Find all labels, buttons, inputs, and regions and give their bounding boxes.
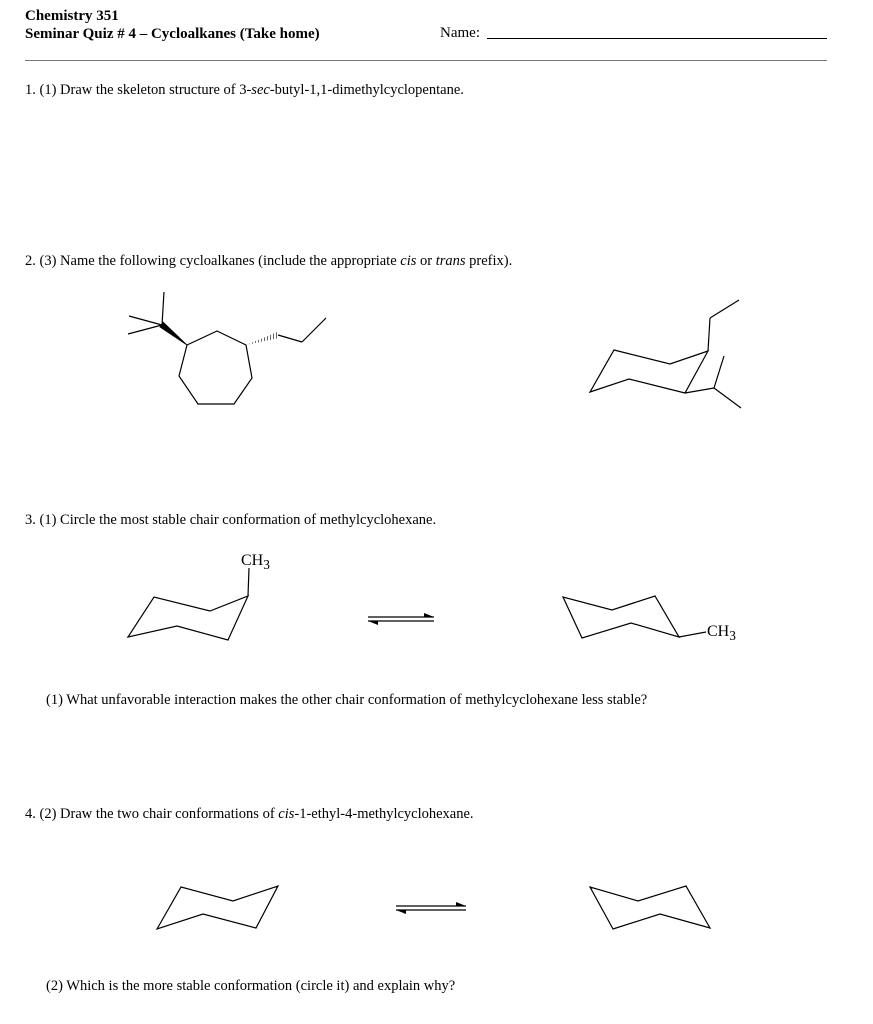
question-4-followup: (2) Which is the more stable conformation (circle it) and explain why? xyxy=(46,978,456,994)
methylcyclohexane-equatorial xyxy=(563,596,706,638)
question-2-or: or xyxy=(416,253,436,269)
axial-propyl-bond-1 xyxy=(708,318,710,351)
quiz-title: Seminar Quiz # 4 – Cycloalkanes (Take home) xyxy=(25,26,320,42)
ch3-equatorial-subscript: 3 xyxy=(729,628,736,644)
axial-propyl-bond-2 xyxy=(710,300,739,318)
hashed-bond xyxy=(246,332,279,345)
q4-chair-left xyxy=(157,886,278,929)
reverse-arrowhead xyxy=(368,621,378,625)
q4-forward-arrowhead xyxy=(456,902,466,906)
tbutyl-methyl-left xyxy=(129,316,162,325)
equilibrium-arrows-q3 xyxy=(368,613,434,625)
substituted-chair-structure xyxy=(590,300,741,408)
name-label: Name: xyxy=(440,25,480,41)
question-4-italic: cis xyxy=(278,806,295,822)
q4-reverse-arrowhead xyxy=(396,910,406,914)
ch3-axial-text: CH xyxy=(241,552,264,569)
equatorial-methyl-bond xyxy=(679,632,706,637)
question-2-suffix: prefix). xyxy=(465,253,513,269)
chair-equatorial-ring xyxy=(563,596,679,638)
ch3-label-axial xyxy=(241,552,270,573)
equilibrium-arrows-q4 xyxy=(396,902,466,914)
question-1-end: -butyl-1,1-dimethylcyclopentane. xyxy=(269,82,464,98)
wedge-bond xyxy=(160,322,187,345)
q4-chair-right-ring xyxy=(590,886,710,929)
question-2-cis: cis xyxy=(400,253,417,269)
isopropyl-bond xyxy=(685,388,714,393)
question-2-prefix: 2. (3) Name the following cycloalkanes (include the appropriate xyxy=(25,253,401,269)
question-4-suffix: -1-ethyl-4-methylcyclohexane. xyxy=(294,806,474,822)
ch3-equatorial-text: CH xyxy=(707,623,730,640)
question-4-prefix: 4. (2) Draw the two chair conformations of xyxy=(25,806,279,822)
isopropyl-methyl-down xyxy=(714,388,741,408)
ch3-axial-subscript: 3 xyxy=(263,557,270,573)
cycloheptane-ring xyxy=(179,331,252,404)
question-2-trans: trans xyxy=(435,253,466,269)
propyl-bond-2 xyxy=(302,318,326,342)
q4-chair-left-ring xyxy=(157,886,278,929)
cycloheptane-structure xyxy=(128,292,326,404)
chair-ring xyxy=(590,350,708,393)
tbutyl-methyl-bottom xyxy=(128,325,162,334)
propyl-bond-1 xyxy=(278,335,302,342)
question-3-followup: (1) What unfavorable interaction makes the other chair conformation of methylcyclohexane less stable? xyxy=(46,692,648,708)
chair-axial-ring xyxy=(128,596,248,640)
question-1-start: 1. (1) Draw the skeleton structure of 3- xyxy=(25,82,252,98)
tbutyl-methyl-top xyxy=(162,292,164,325)
q4-chair-right xyxy=(590,886,710,929)
course-title: Chemistry 351 xyxy=(25,8,119,24)
forward-arrowhead xyxy=(424,613,434,617)
question-1-italic: sec xyxy=(251,82,270,98)
ch3-label-equatorial xyxy=(707,623,736,644)
methylcyclohexane-axial xyxy=(128,568,249,640)
question-3: 3. (1) Circle the most stable chair conformation of methylcyclohexane. xyxy=(25,512,437,528)
isopropyl-methyl-up xyxy=(714,356,724,388)
